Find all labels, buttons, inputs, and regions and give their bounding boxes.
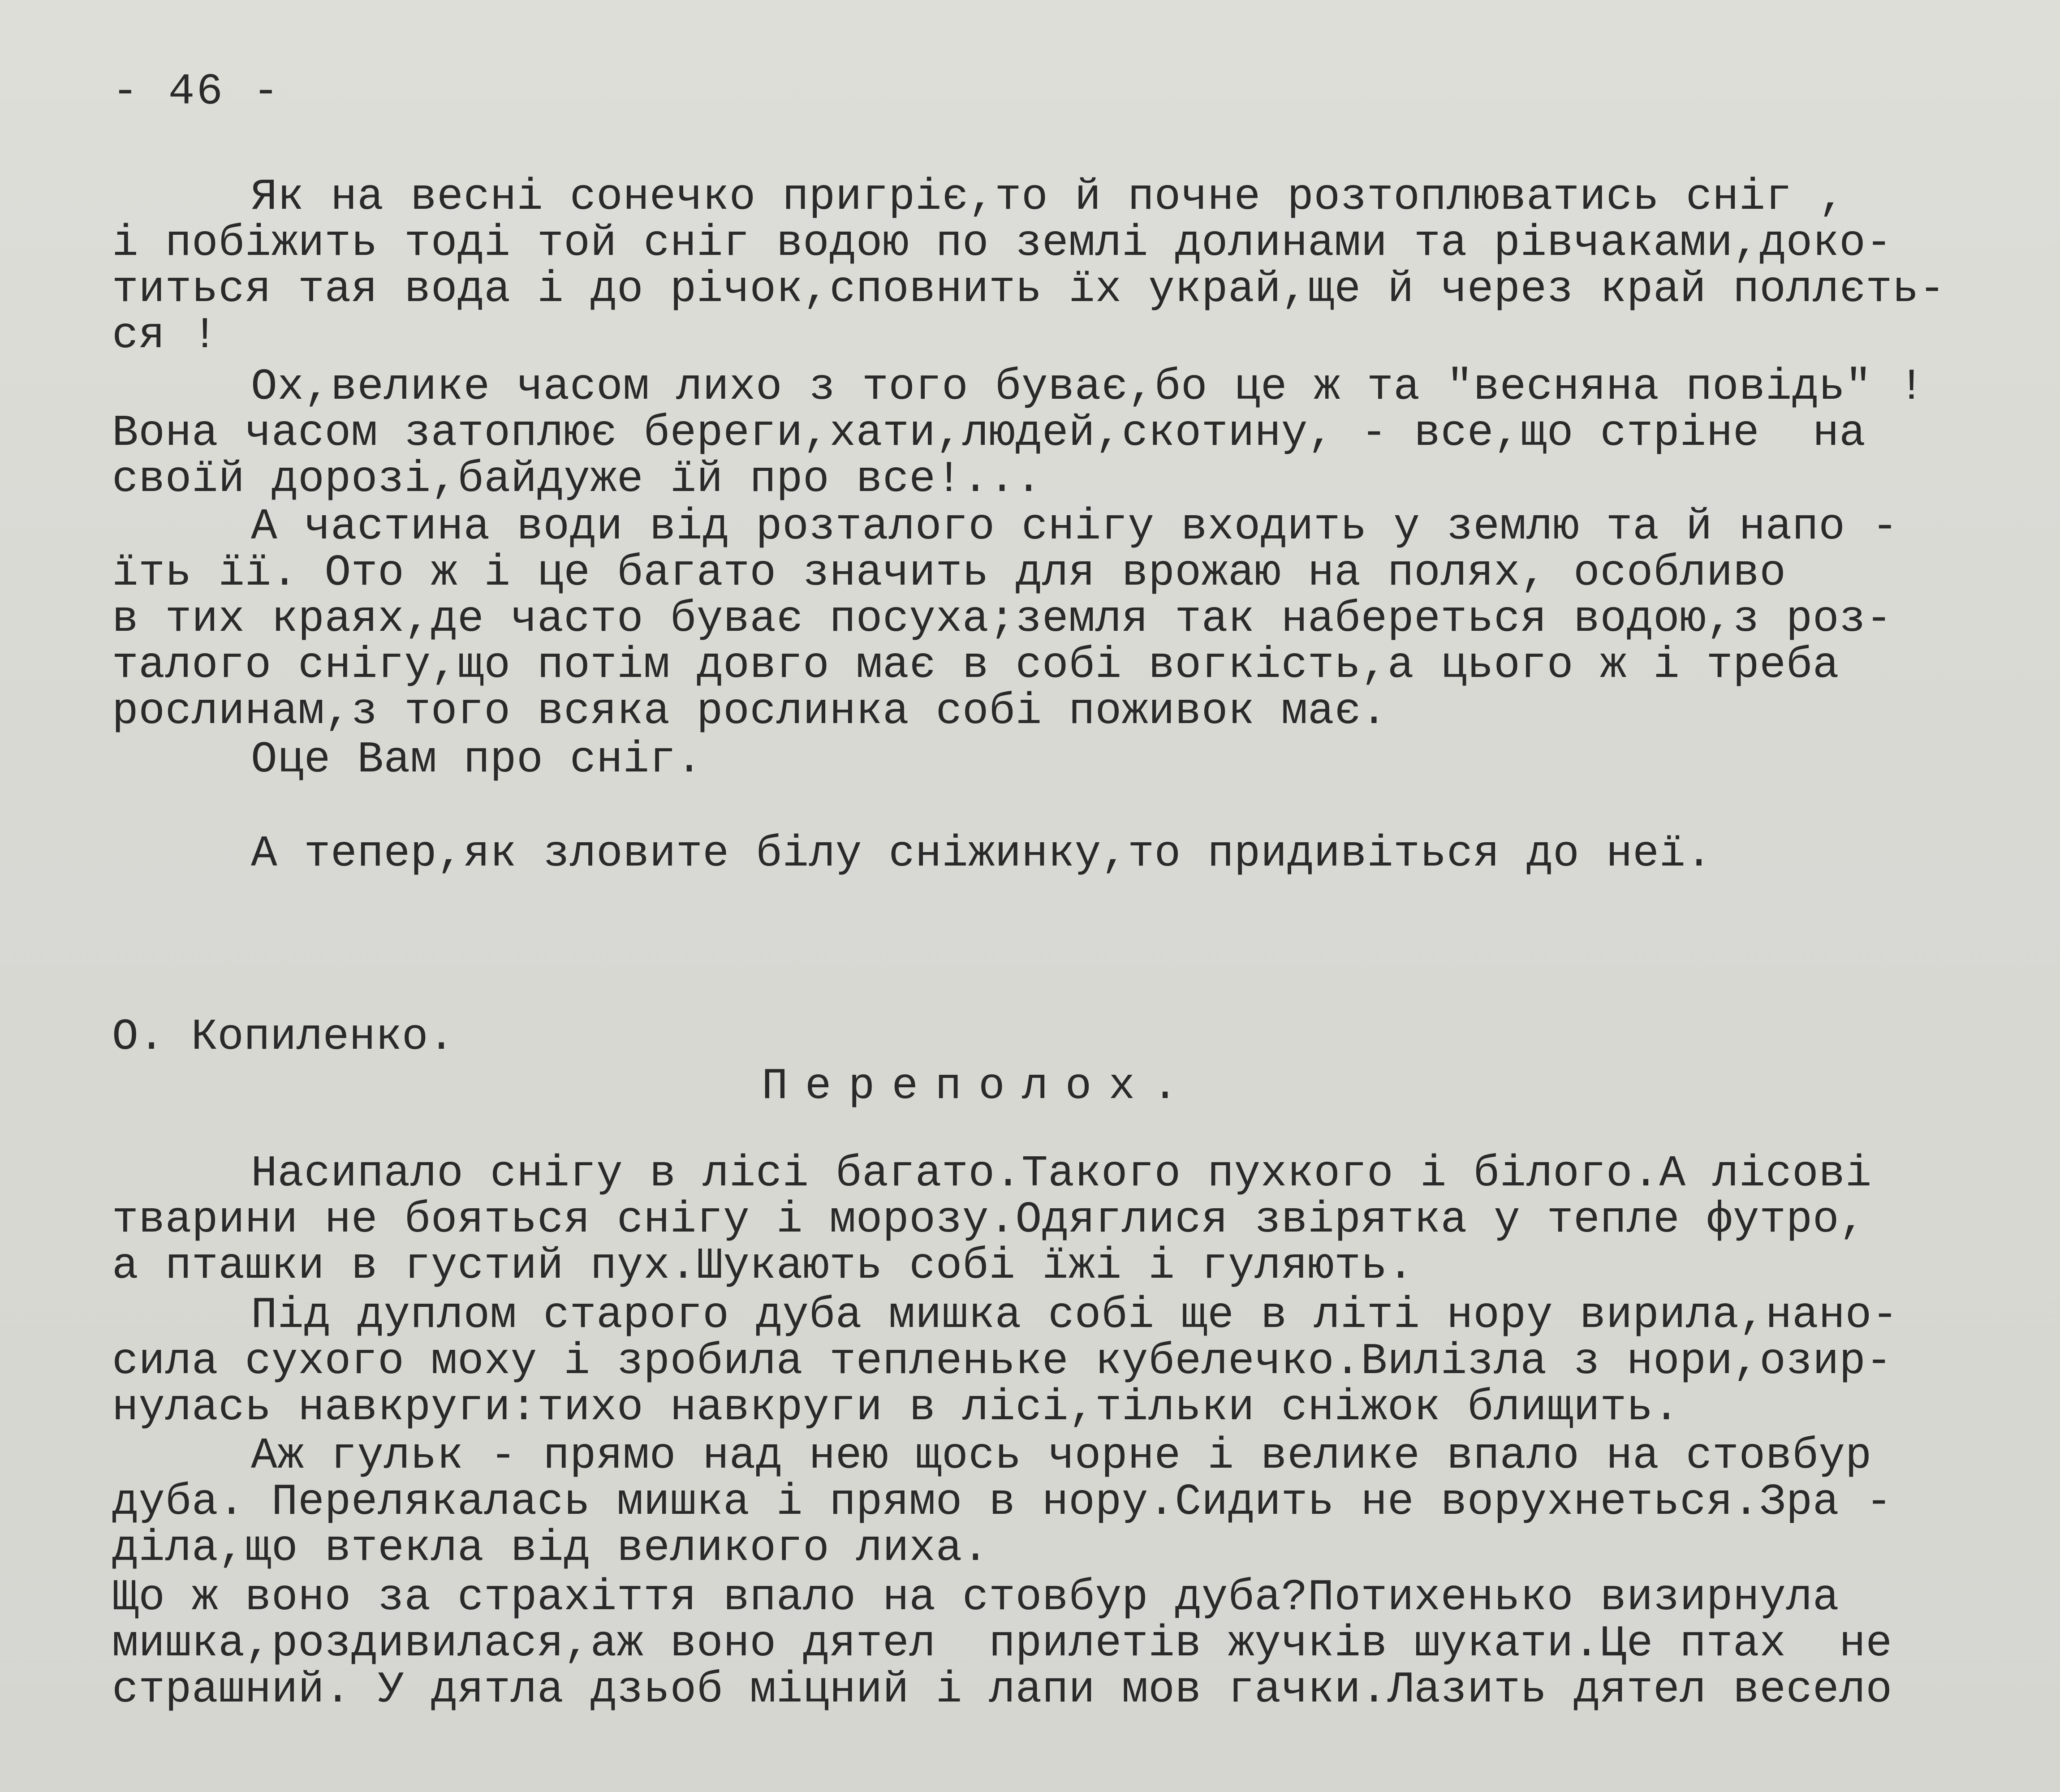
text-line: страшний. У дятла дзьоб міцний і лапи мов гачки.Лазить дятел весело <box>112 1665 1892 1715</box>
text-line: Насипало снігу в лісі багато.Такого пухкого і білого.А лісові <box>251 1149 1872 1199</box>
text-line: Під дуплом старого дуба мишка собі ще в літі нору вирила,нано- <box>251 1291 1899 1340</box>
text-line: своїй дорозі,байдуже їй про все!... <box>112 455 1042 504</box>
text-line: талого снігу,що потім довго має в собі вогкість,а цього ж і треба <box>112 641 1840 690</box>
text-line: титься тая вода і до річок,сповнить їх украй,ще й через край поллєть- <box>112 265 1946 314</box>
text-line: А тепер,як зловите білу сніжинку,то придивіться до неї. <box>251 829 1713 879</box>
text-line: а пташки в густий пух.Шукають собі їжі і гуляють. <box>112 1241 1414 1291</box>
text-line: Ох,велике часом лихо з того буває,бо це ж та "весняна повідь" ! <box>251 362 1925 412</box>
text-line: тварини не бояться снігу і морозу.Одяглися звірятка у тепле футро, <box>112 1195 1866 1245</box>
story-title: Переполох. <box>762 1062 1196 1111</box>
text-line: мишка,роздивилася,аж воно дятел прилетів жучків шукати.Це птах не <box>112 1619 1892 1669</box>
text-line: діла,що втекла від великого лиха. <box>112 1524 989 1573</box>
text-line: ся ! <box>112 311 219 361</box>
text-line: дуба. Перелякалась мишка і прямо в нору.Сидить не ворухнеться.Зра - <box>112 1478 1892 1527</box>
text-line: Що ж воно за страхіття впало на стовбур дуба?Потихенько визирнула <box>112 1573 1840 1623</box>
author-name: О. Копиленко. <box>112 1012 455 1062</box>
text-line: їть її. Ото ж і це багато значить для врожаю на полях, особливо <box>112 548 1786 598</box>
text-line: Оце Вам про сніг. <box>251 735 703 785</box>
text-line: сила сухого моху і зробила тепленьке кубелечко.Вилізла з нори,озир- <box>112 1337 1892 1387</box>
text-line: Як на весні сонечко пригріє,то й почне розтоплюватись сніг , <box>251 172 1845 222</box>
text-line: нулась навкруги:тихо навкруги в лісі,тільки сніжок блищить. <box>112 1383 1680 1433</box>
text-line: Вона часом затоплює береги,хати,людей,скотину, - все,що стріне на <box>112 409 1866 458</box>
text-line: в тих краях,де часто буває посуха;земля так набереться водою,з роз- <box>112 594 1892 644</box>
text-line: рослинам,з того всяка рослинка собі поживок має. <box>112 687 1388 737</box>
text-line: і побіжить тоді той сніг водою по землі долинами та рівчаками,доко- <box>112 219 1892 268</box>
text-line: Аж гульк - прямо над нею щось чорне і велике впало на стовбур <box>251 1431 1872 1481</box>
text-line: А частина води від розталого снігу входить у землю та й напо - <box>251 502 1899 552</box>
page-number: - 46 - <box>112 67 281 117</box>
